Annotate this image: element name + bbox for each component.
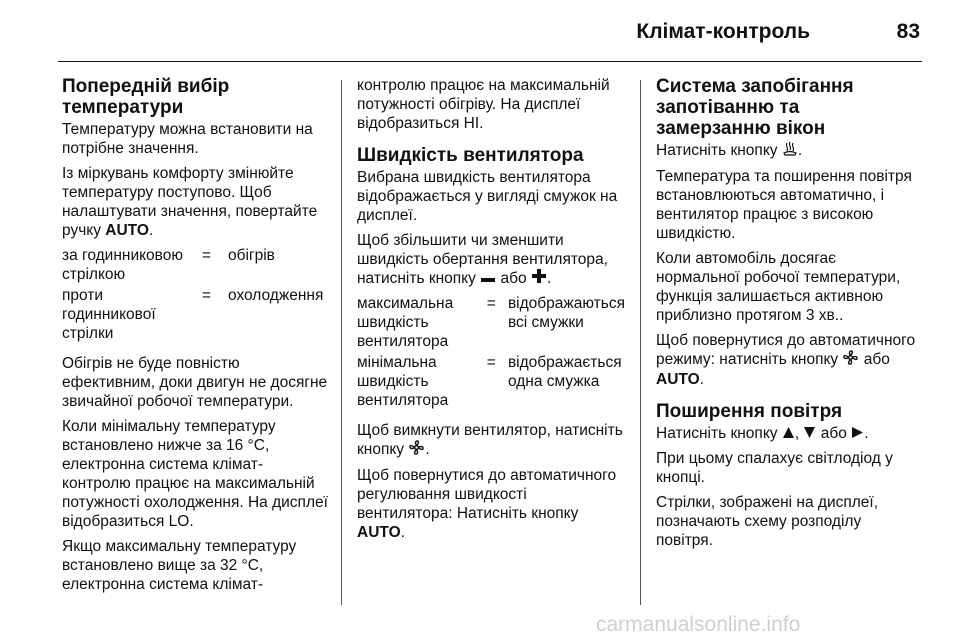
- knob-direction-table: [62, 246, 330, 345]
- paragraph: Обігрів не буде повністю ефективним, доки двигун не досягне звичайної робочої температури.: [62, 355, 328, 410]
- text: або: [859, 351, 890, 369]
- fan-icon: [843, 350, 858, 370]
- text: Щоб повернутися до автоматичного режиму: натисніть кнопку: [656, 332, 916, 369]
- paragraph: [357, 466, 625, 542]
- minus-icon: [481, 269, 495, 288]
- windshield-defrost-icon: [783, 141, 797, 161]
- table-row: [357, 353, 625, 412]
- paragraph: Температуру можна встановити на потрібне значення.: [62, 121, 313, 157]
- table-row: [62, 246, 330, 286]
- text: або: [496, 270, 531, 287]
- table-row: [357, 294, 625, 353]
- plus-icon: [532, 269, 546, 288]
- fan-icon: [409, 440, 424, 460]
- paragraph: [656, 331, 918, 389]
- column-1: [62, 76, 330, 600]
- page-title: Клімат-контроль: [636, 20, 810, 43]
- table-equals: =: [486, 354, 496, 372]
- paragraph: При цьому спалахує світлодіод у кнопці.: [656, 450, 893, 487]
- arrow-right-icon: [852, 424, 863, 443]
- table-equals: =: [202, 247, 212, 264]
- table-equals: =: [486, 295, 496, 313]
- text: ,: [794, 425, 804, 442]
- text: .: [148, 222, 154, 239]
- fan-speed-table: [357, 294, 625, 412]
- paragraph: Температура та поширення повітря встановлюються автоматично, і вентилятор працює з високою швидкістю.: [656, 168, 912, 242]
- table-key: мінімальна швидкість вентилятора: [357, 354, 449, 410]
- arrow-up-icon: [783, 424, 794, 443]
- section-heading-defrost: Система запобігання запотіванню та замерзанню вікон: [656, 76, 854, 139]
- paragraph: [656, 424, 918, 443]
- paragraph: контролю працює на максимальній потужності обігріву. На дисплеї відобразиться HI.: [357, 77, 610, 132]
- text: або: [816, 425, 852, 442]
- auto-label: AUTO: [656, 371, 700, 388]
- column-divider-1: [341, 80, 342, 605]
- text: Щоб збільшити чи зменшити швидкість обертання вентилятора, натисніть кнопку: [357, 232, 608, 287]
- paragraph: Коли мінімальну температуру встановлено нижче за 16 °C, електронна система клімат-контролю працює на максимальній потужності охолодження. На дисплеї відобразиться LO.: [62, 418, 328, 530]
- auto-label: AUTO: [357, 524, 401, 542]
- text: .: [400, 524, 405, 542]
- paragraph: Стрілки, зображені на дисплеї, позначають схему розподілу повітря.: [656, 494, 879, 550]
- page-number: 83: [896, 20, 920, 43]
- paragraph: Якщо максимальну температуру встановлено вище за 32 °C, електронна система клімат-: [62, 538, 297, 593]
- header-divider: [58, 61, 922, 62]
- paragraph: [62, 164, 330, 240]
- text: .: [797, 142, 803, 160]
- column-divider-2: [640, 80, 641, 605]
- table-equals: =: [202, 287, 212, 304]
- paragraph: Коли автомобіль досягає нормальної робочої температури, функція залишається активною приблизно протягом 3 хв..: [656, 250, 901, 324]
- table-value: відображаються всі смужки: [507, 295, 625, 332]
- section-heading-air-distribution: Поширення повітря: [656, 401, 843, 422]
- arrow-down-icon: [804, 424, 815, 443]
- text: Щоб вимкнути вентилятор, натисніть кнопку: [357, 422, 623, 459]
- table-key: максимальна швидкість вентилятора: [357, 295, 454, 351]
- table-value: охолодження: [228, 287, 324, 304]
- section-heading-fan-speed: Швидкість вентилятора: [357, 145, 584, 166]
- text: .: [425, 441, 430, 459]
- paragraph: Вибрана швидкість вентилятора відображається у вигляді смужок на дисплеї.: [357, 169, 618, 224]
- text: Із міркувань комфорту змінюйте температуру поступово. Щоб налаштувати значення, повертайте ручку: [62, 165, 318, 239]
- text: Натисніть кнопку: [656, 142, 782, 160]
- text: Натисніть кнопку: [656, 425, 782, 442]
- text: .: [546, 270, 552, 287]
- table-key: за годинниковою стрілкою: [62, 247, 183, 283]
- table-row: [62, 286, 330, 345]
- paragraph: [357, 421, 625, 460]
- text: .: [699, 371, 704, 388]
- text: .: [864, 425, 869, 442]
- table-value: обігрів: [228, 247, 275, 264]
- table-value: відображається одна смужка: [507, 354, 622, 391]
- column-2: [357, 76, 625, 548]
- watermark: carmanualsonline.info: [596, 613, 801, 636]
- column-3: [656, 76, 918, 556]
- table-key: проти годинникової стрілки: [62, 287, 156, 342]
- paragraph: [357, 231, 625, 288]
- auto-label: AUTO: [105, 222, 149, 239]
- paragraph: [656, 141, 918, 161]
- section-heading-temperature: Попередній вибір температури: [62, 76, 230, 118]
- text: Щоб повернутися до автоматичного регулювання швидкості вентилятора: Натисніть кнопку: [357, 467, 617, 523]
